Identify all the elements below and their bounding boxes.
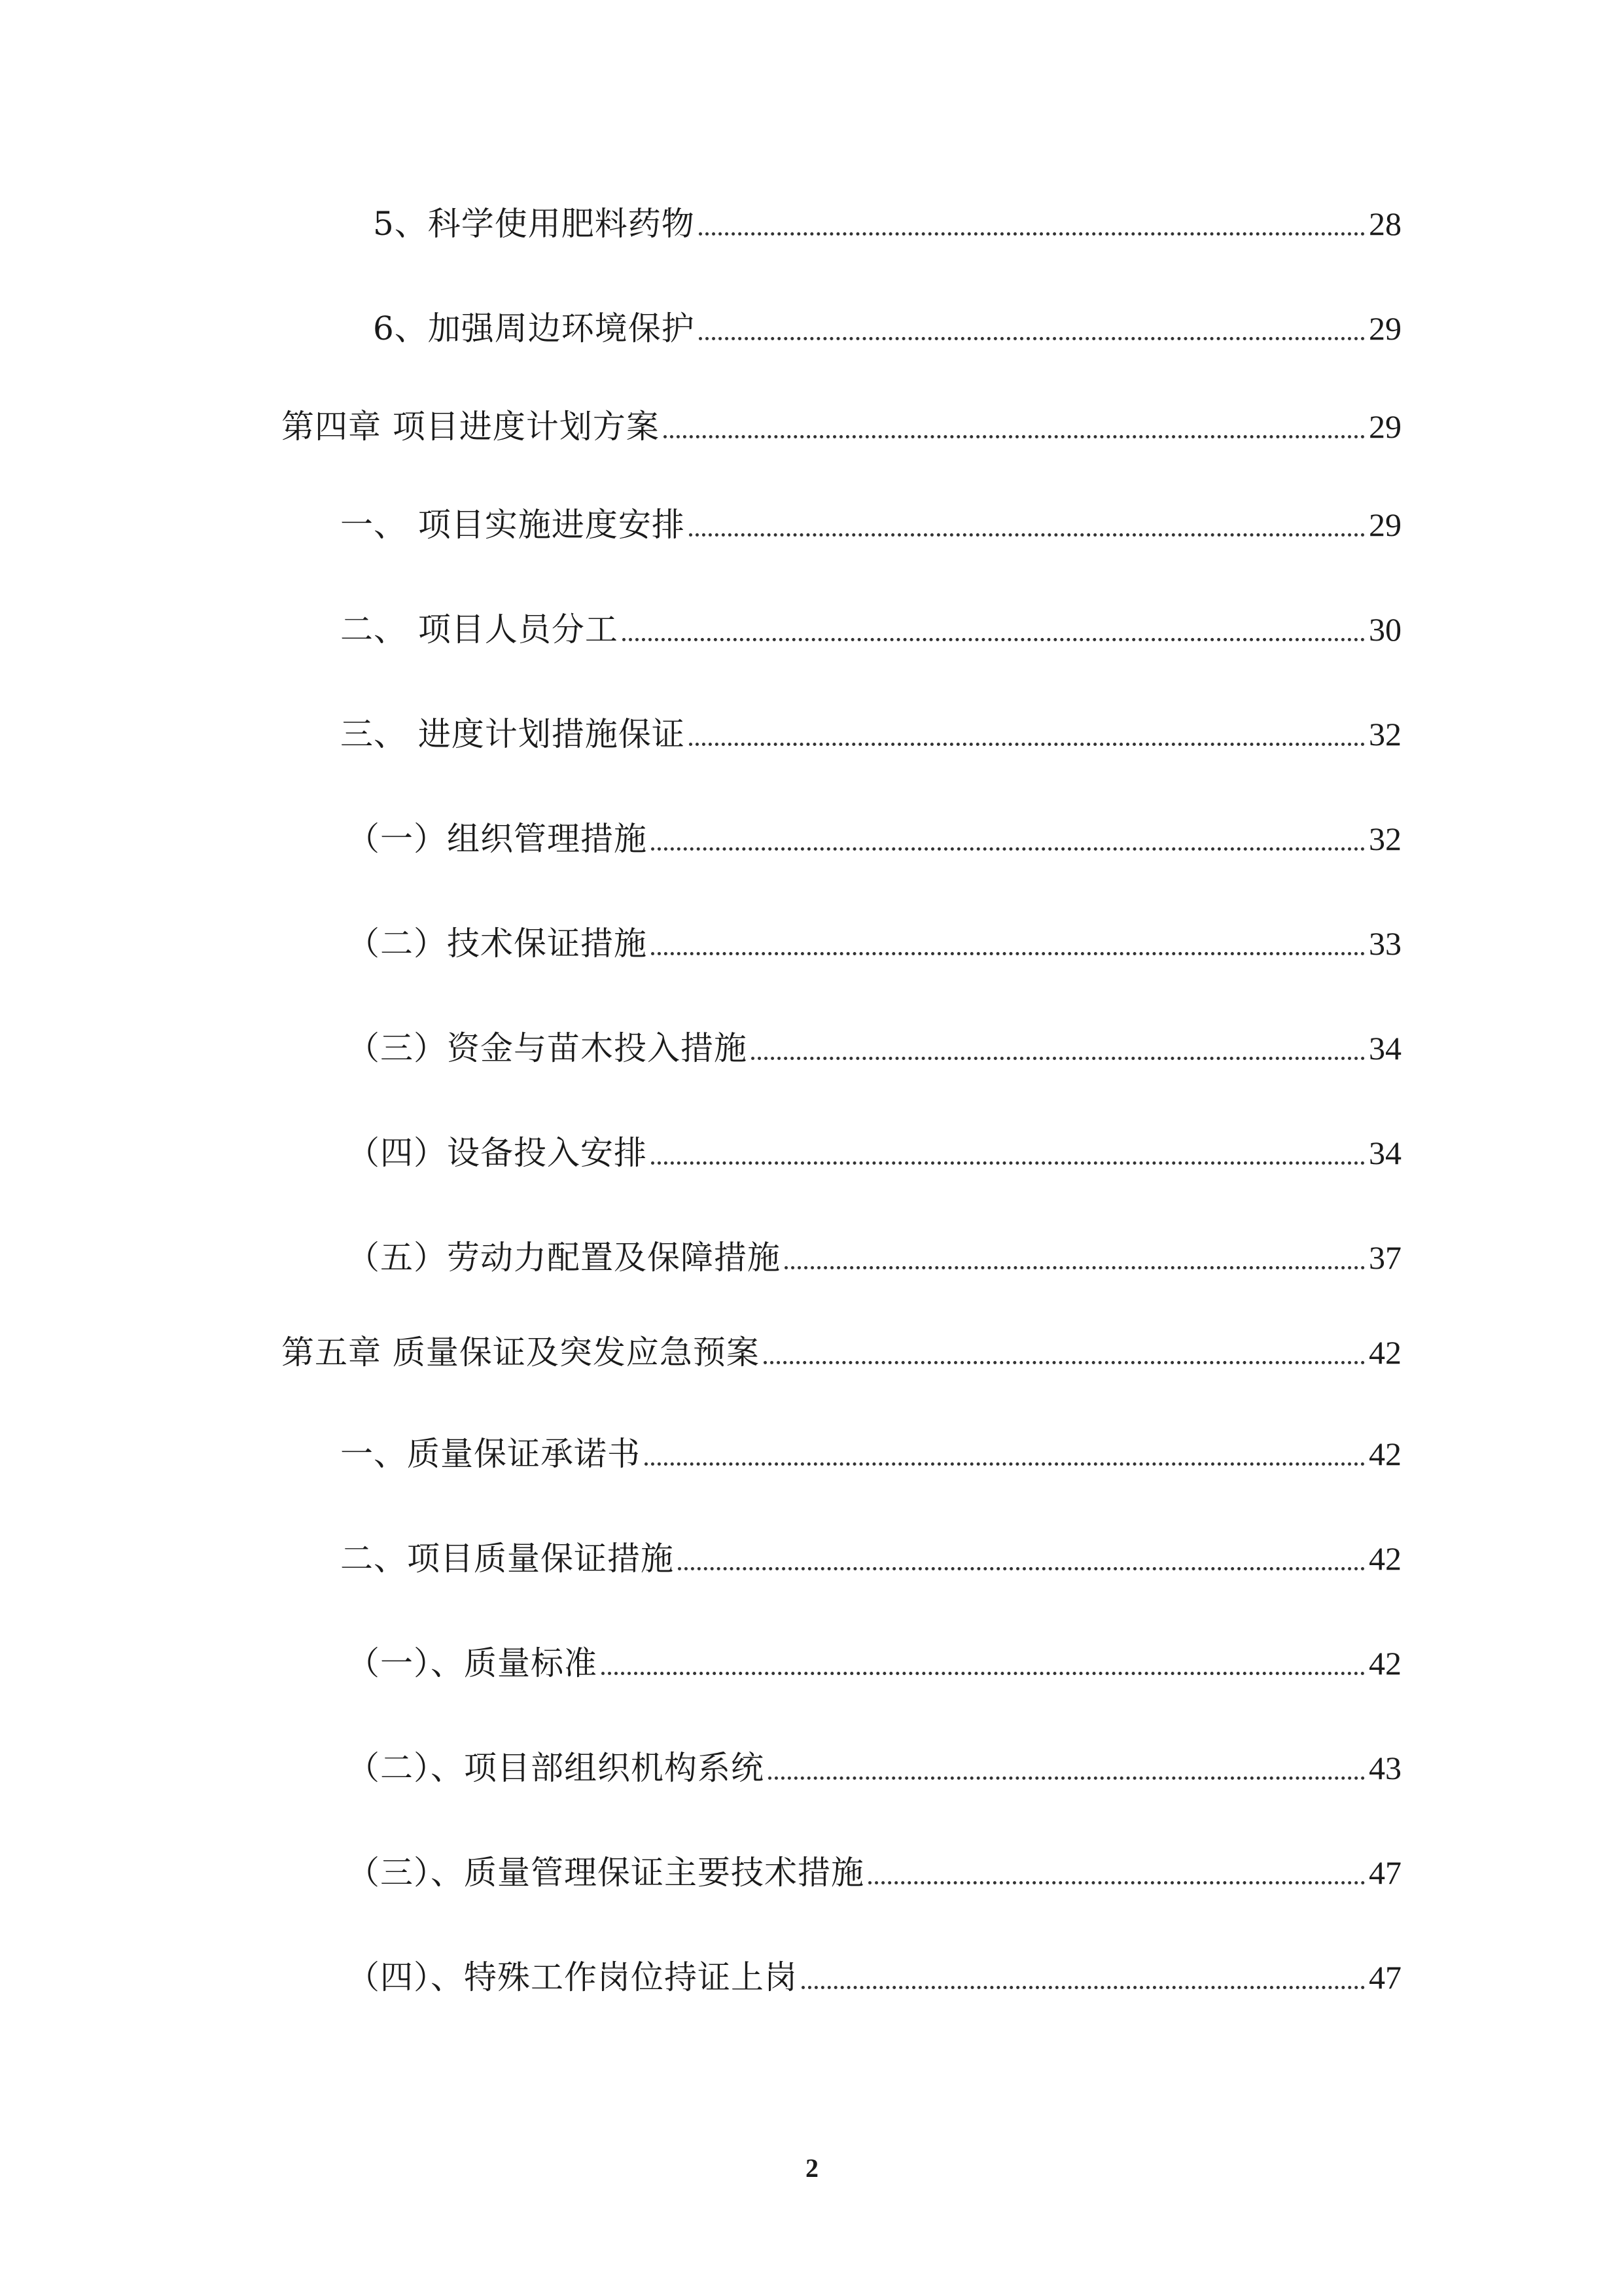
toc-chapter-entry[interactable]: [281, 1332, 1402, 1373]
toc-entry-page: 32: [1369, 716, 1402, 752]
toc-dot-leader: [764, 1361, 1365, 1364]
toc-entry[interactable]: [347, 818, 1402, 860]
toc-entry-page: 33: [1369, 925, 1402, 962]
toc-entry-label: （三）、质量管理保证主要技术措施: [347, 1854, 864, 1892]
toc-entry-label: 一、质量保证承诺书: [340, 1435, 641, 1473]
toc-entry-label: （三）资金与苗木投入措施: [347, 1029, 747, 1067]
toc-dot-leader: [802, 1986, 1365, 1989]
toc-entry-page: 43: [1369, 1750, 1402, 1786]
toc-dot-leader: [699, 337, 1365, 340]
toc-dot-leader: [699, 232, 1365, 236]
page-number: 2: [805, 2153, 819, 2183]
toc-entry-page: 47: [1369, 1959, 1402, 1996]
toc-entry-page: 42: [1369, 1436, 1402, 1472]
toc-entry[interactable]: [347, 1956, 1402, 1998]
toc-dot-leader: [622, 638, 1365, 641]
toc-dot-leader: [601, 1672, 1365, 1675]
toc-entry-label: （一）组织管理措施: [347, 820, 647, 858]
toc-dot-leader: [751, 1057, 1365, 1060]
toc-entry-page: 28: [1369, 205, 1402, 242]
toc-entry-page: 42: [1369, 1334, 1402, 1371]
toc-entry-label: （四）、特殊工作岗位持证上岗: [347, 1958, 798, 1996]
toc-entry-page: 42: [1369, 1540, 1402, 1577]
toc-entry-label: 三、 进度计划措施保证: [340, 715, 685, 753]
toc-dot-leader: [689, 743, 1365, 746]
toc-entry[interactable]: [347, 923, 1402, 964]
toc-entry-page: 32: [1369, 821, 1402, 857]
toc-chapter-entry[interactable]: [281, 406, 1402, 448]
toc-entry-label: 第四章 项目进度计划方案: [281, 408, 660, 446]
toc-entry[interactable]: [340, 1538, 1402, 1580]
toc-entry-label: （四）设备投入安排: [347, 1134, 647, 1172]
toc-entry-label: 5、科学使用肥料药物: [373, 205, 695, 243]
toc-entry[interactable]: [373, 203, 1402, 245]
toc-entry[interactable]: [340, 609, 1402, 650]
toc-entry-page: 29: [1369, 408, 1402, 445]
toc-entry[interactable]: [347, 1747, 1402, 1789]
toc-entry-label: （一）、质量标准: [347, 1644, 597, 1682]
toc-dot-leader: [651, 952, 1365, 955]
toc-entry-label: 一、 项目实施进度安排: [340, 506, 685, 544]
toc-dot-leader: [651, 1161, 1365, 1165]
toc-entry-page: 30: [1369, 611, 1402, 648]
toc-dot-leader: [663, 435, 1365, 438]
toc-entry-label: （二）、项目部组织机构系统: [347, 1749, 764, 1787]
toc-entry[interactable]: [347, 1132, 1402, 1174]
toc-entry-page: 42: [1369, 1645, 1402, 1682]
toc-entry-label: 二、 项目人员分工: [340, 610, 618, 648]
toc-entry-label: 第五章 质量保证及突发应急预案: [281, 1333, 760, 1371]
toc-entry[interactable]: [340, 713, 1402, 755]
toc-dot-leader: [678, 1567, 1365, 1570]
toc-entry-label: （二）技术保证措施: [347, 925, 647, 963]
toc-entry-label: （五）劳动力配置及保障措施: [347, 1239, 781, 1277]
toc-entry-page: 34: [1369, 1135, 1402, 1171]
toc-dot-leader: [785, 1266, 1365, 1269]
toc-entry[interactable]: [373, 308, 1402, 349]
toc-entry-label: 6、加强周边环境保护: [373, 309, 695, 347]
toc-dot-leader: [644, 1462, 1365, 1466]
toc-dot-leader: [768, 1776, 1365, 1780]
toc-entry-page: 47: [1369, 1854, 1402, 1891]
toc-entry-page: 37: [1369, 1239, 1402, 1276]
toc-entry-page: 29: [1369, 506, 1402, 543]
toc-entry-page: 29: [1369, 310, 1402, 347]
toc-entry[interactable]: [347, 1027, 1402, 1069]
toc-entry-page: 34: [1369, 1030, 1402, 1067]
toc-entry[interactable]: [340, 504, 1402, 546]
toc-dot-leader: [868, 1881, 1365, 1884]
toc-dot-leader: [689, 533, 1365, 537]
toc-entry[interactable]: [347, 1642, 1402, 1684]
toc-entry[interactable]: [340, 1433, 1402, 1475]
toc-entry[interactable]: [347, 1852, 1402, 1894]
toc-dot-leader: [651, 847, 1365, 851]
toc-entry[interactable]: [347, 1237, 1402, 1279]
toc-entry-label: 二、项目质量保证措施: [340, 1540, 674, 1578]
